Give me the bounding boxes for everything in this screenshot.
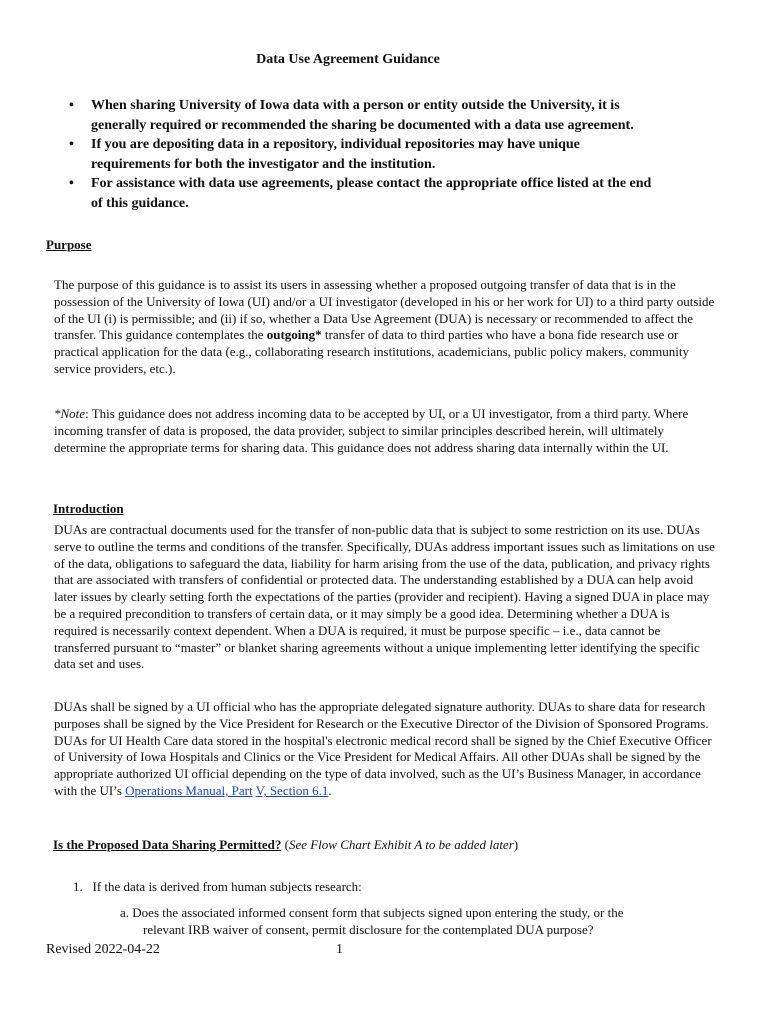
section-6-1-link[interactable]: V, Section 6.1 [255,782,329,798]
sub-question-line-2: relevant IRB waiver of consent, permit disclosure for the contemplated DUA purpose? [143,922,594,937]
purpose-text-1: The purpose of this guidance is to assist its users in assessing whether a proposed outgoing transfer of data that is in the possession of the University of Iowa (UI) and/or a UI investigator (developed in his or her work for UI) to a third party outside of the UI (i) is permissible; and (ii) if so, whether a Data Use Agreement (DUA) is necessary or recommended to affect the transfer. This guidance contemplates the [54,277,715,343]
bullet-item: • When sharing University of Iowa data with a person or entity outside the University, it is generally required or recommended the sharing be documented with a data use agreement. [91,96,657,135]
list-item-text: If the data is derived from human subjects research: [92,879,362,894]
introduction-period: . [328,782,332,798]
introduction-heading: Introduction [53,501,124,516]
guidance-bullet-list [91,96,657,213]
introduction-paragraph-1: DUAs are contractual documents used for the transfer of non-public data that is subject to some restriction on its use. DUAs serve to outline the terms and conditions of the transfer. Specifically, DUAs address important issues such as limitations on use of the data, obligations to safeguard the data, liability for harm arising from the use of the data, publication, and privacy rights that are associated with transfers of confidential or protected data. The understanding established by a DUA can help avoid later issues by clearly setting forth the expectations of the parties (provider and recipient). Having a signed DUA in place may be a required precondition to transfers of certain data, or it may simply be a good idea. Determining whether a DUA is required is necessarily context dependent. When a DUA is required, it must be purpose specific – i.e., data cannot be transferred pursuant to “master” or blanket sharing agreements without a unique implementing letter identifying the specific data set and uses. [54,522,715,672]
note-label: *Note [54,406,86,421]
sub-question-label: a. [120,905,130,920]
purpose-heading: Purpose [46,237,92,252]
list-item [73,878,713,895]
bullet-item: • If you are depositing data in a repository, individual repositories may have unique requirements for both the investigator and the institution. [91,135,657,174]
page-number: 1 [336,942,343,957]
purpose-outgoing-bold: outgoing* [266,327,322,343]
list-item-number: 1. [73,879,83,894]
introduction-paragraph-2 [54,699,716,800]
question-list [73,878,713,895]
paren-open: ( [281,837,289,852]
sub-question-a [120,904,680,938]
operations-manual-link[interactable]: Operations Manual, Part [125,782,253,798]
bullet-item: • For assistance with data use agreements, please contact the appropriate office listed at the end of this guidance. [91,174,657,213]
document-title: Data Use Agreement Guidance [256,52,440,67]
note-paragraph [54,406,716,456]
sub-question-line-1: Does the associated informed consent form that subjects signed upon entering the study, or the [129,905,624,920]
revised-date: Revised 2022-04-22 [46,942,160,957]
flow-chart-note: See Flow Chart Exhibit A to be added later [288,837,514,852]
purpose-text-2: transfer of data to third parties who have a bona fide research use or practical application for the data (e.g., collaborating research institutions, academicians, public policy makers, community service providers, etc.). [54,327,689,376]
paren-close: ) [513,837,519,852]
permitted-heading-line [53,837,518,853]
introduction-text-2: DUAs shall be signed by a UI official who has the appropriate delegated signature authority. DUAs to share data for research purposes shall be signed by the Vice President for Research or the Executive Director of the Division of Sponsored Programs. DUAs for UI Health Care data stored in the hospital's electronic medical record shall be signed by the Chief Executive Officer of University of Iowa Hospitals and Clinics or the Vice President for Medical Affairs. All other DUAs shall be signed by the appropriate authorized UI official depending on the type of data involved, such as the UI’s Business Manager, in accordance with the UI’s [54,699,712,798]
permitted-heading: Is the Proposed Data Sharing Permitted? [53,837,282,852]
note-text: : This guidance does not address incoming data to be accepted by UI, or a UI investigator, from a third party. Where incoming transfer of data is proposed, the data provider, subject to similar principles described herein, will ultimately determine the appropriate terms for sharing data. This guidance does not address sharing data internally within the UI. [54,406,689,455]
purpose-paragraph [54,277,716,378]
